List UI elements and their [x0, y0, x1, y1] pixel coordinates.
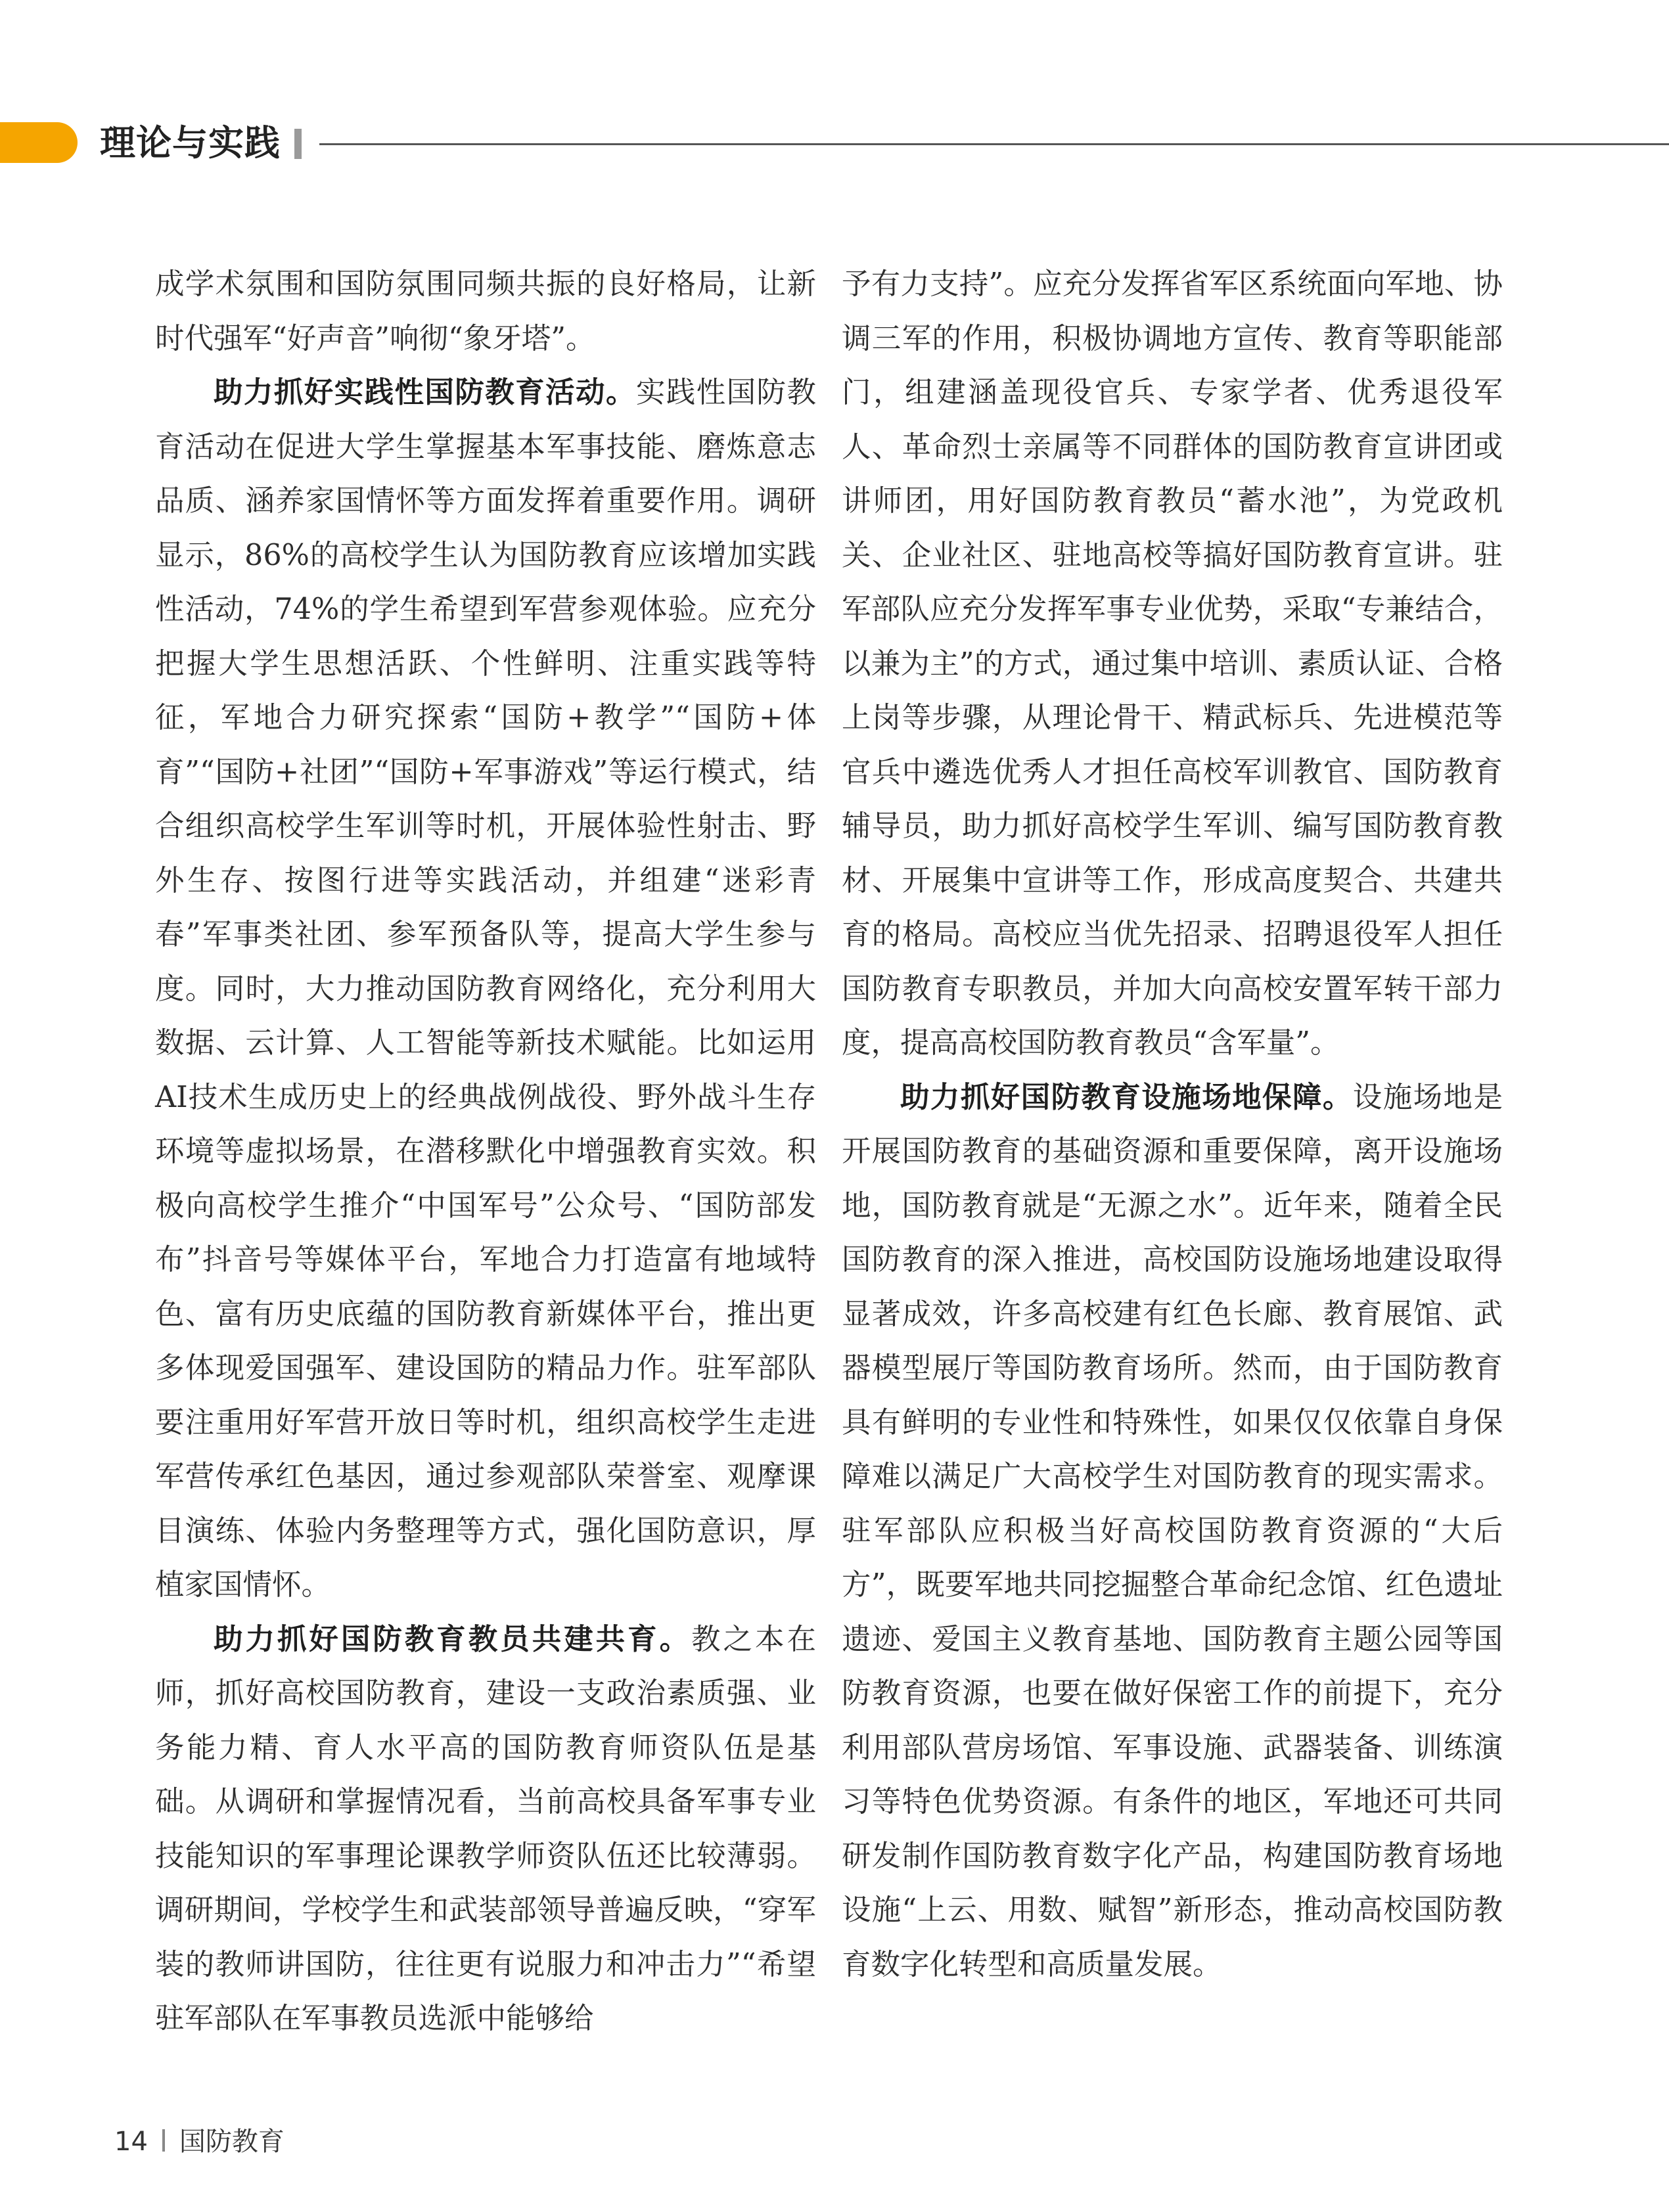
header-rule-line	[319, 143, 1669, 145]
paragraph-text: 实践性国防教育活动在促进大学生掌握基本军事技能、磨炼意志品质、涵养家国情怀等方面发挥着重要作用。调研显示，86%的高校学生认为国防教育应该增加实践性活动，74%的学生希望到军营参观体验。应充分把握大学生思想活跃、个性鲜明、注重实践等特征，军地合力研究探索“国防+教学”“国防+体育”“国防+社团”“国防+军事游戏”等运行模式，结合组织高校学生军训等时机，开展体验性射击、野外生存、按图行进等实践活动，并组建“迷彩青春”军事类社团、参军预备队等，提高大学生参与度。同时，大力推动国防教育网络化，充分利用大数据、云计算、人工智能等新技术赋能。比如运用AI技术生成历史上的经典战例战役、野外战斗生存环境等虚拟场景，在潜移默化中增强教育实效。积极向高校学生推介“中国军号”公众号、“国防部发布”抖音号等媒体平台，军地合力打造富有地域特色、富有历史底蕴的国防教育新媒体平台，推出更多体现爱国强军、建设国防的精品力作。驻军部队要注重用好军营开放日等时机，组织高校学生走进军营传承红色基因，通过参观部队荣誉室、观摩课目演练、体验内务整理等方式，强化国防意识，厚植家国情怀。	[155, 376, 816, 1602]
paragraph-text: 教之本在师，抓好高校国防教育，建设一支政治素质强、业务能力精、育人水平高的国防教育师资队伍是基础。从调研和掌握情况看，当前高校具备军事专业技能知识的军事理论课教学师资队伍还比较薄弱。调研期间，学校学生和武装部领导普遍反映，“穿军装的教师讲国防，往往更有说服力和冲击力”“希望驻军部队在军事教员选派中能够给	[155, 1622, 816, 2035]
paragraph-heading: 助力抓好实践性国防教育活动。	[214, 376, 636, 409]
page-number: 14	[114, 2127, 148, 2157]
paragraph	[842, 258, 1503, 1071]
right-column	[842, 258, 1503, 1992]
section-divider-bar	[294, 129, 302, 159]
paragraph-heading: 助力抓好国防教育教员共建共育。	[214, 1622, 692, 1656]
section-tab-marker	[0, 122, 78, 163]
footer-separator	[162, 2129, 165, 2152]
paragraph-text: 成学术氛围和国防氛围同频共振的良好格局，让新时代强军“好声音”响彻“象牙塔”。	[155, 267, 816, 355]
paragraph	[155, 258, 816, 366]
paragraph	[155, 366, 816, 1613]
section-title: 理论与实践	[100, 122, 281, 164]
magazine-name: 国防教育	[179, 2127, 285, 2157]
paragraph-text: 设施场地是开展国防教育的基础资源和重要保障，离开设施场地，国防教育就是“无源之水”。近年来，随着全民国防教育的深入推进，高校国防设施场地建设取得显著成效，许多高校建有红色长廊、教育展馆、武器模型展厅等国防教育场所。然而，由于国防教育具有鲜明的专业性和特殊性，如果仅仅依靠自身保障难以满足广大高校学生对国防教育的现实需求。驻军部队应积极当好高校国防教育资源的“大后方”，既要军地共同挖掘整合革命纪念馆、红色遗址遗迹、爱国主义教育基地、国防教育主题公园等国防教育资源，也要在做好保密工作的前提下，充分利用部队营房场馆、军事设施、武器装备、训练演习等特色优势资源。有条件的地区，军地还可共同研发制作国防教育数字化产品，构建国防教育场地设施“上云、用数、赋智”新形态，推动高校国防教育数字化转型和高质量发展。	[842, 1080, 1503, 1981]
paragraph-text: 予有力支持”。应充分发挥省军区系统面向军地、协调三军的作用，积极协调地方宣传、教育等职能部门，组建涵盖现役官兵、专家学者、优秀退役军人、革命烈士亲属等不同群体的国防教育宣讲团或讲师团，用好国防教育教员“蓄水池”，为党政机关、企业社区、驻地高校等搞好国防教育宣讲。驻军部队应充分发挥军事专业优势，采取“专兼结合，以兼为主”的方式，通过集中培训、素质认证、合格上岗等步骤，从理论骨干、精武标兵、先进模范等官兵中遴选优秀人才担任高校军训教官、国防教育辅导员，助力抓好高校学生军训、编写国防教育教材、开展集中宣讲等工作，形成高度契合、共建共育的格局。高校应当优先招录、招聘退役军人担任国防教育专职教员，并加大向高校安置军转干部力度，提高高校国防教育教员“含军量”。	[842, 267, 1503, 1060]
left-column	[155, 258, 816, 2046]
paragraph	[155, 1613, 816, 2046]
paragraph-heading: 助力抓好国防教育设施场地保障。	[900, 1080, 1353, 1114]
page-footer	[114, 2122, 285, 2161]
paragraph	[842, 1071, 1503, 1993]
